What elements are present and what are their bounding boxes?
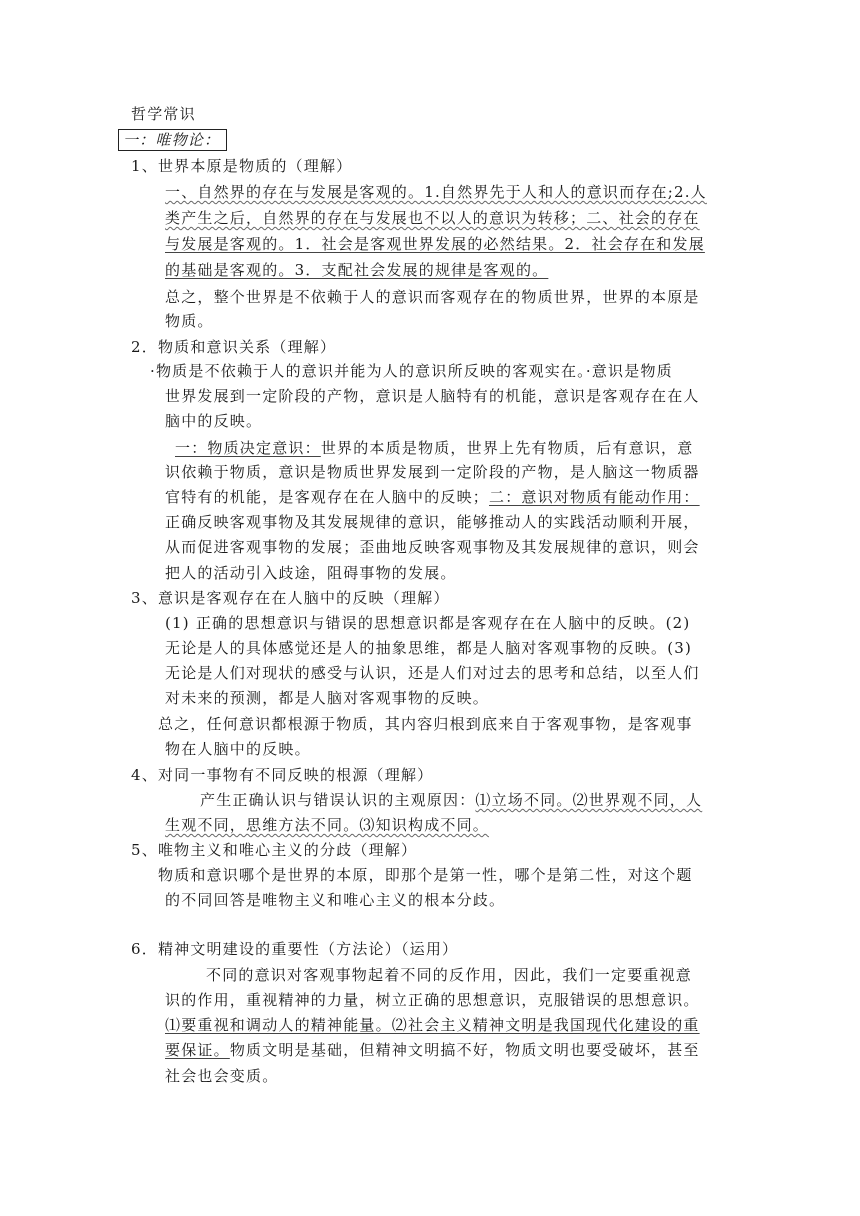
item4-cause-label: 产生正确认识与错误认识的主观原因： xyxy=(200,791,476,809)
item6-line3: ⑴要重视和调动人的精神能量。⑵社会主义精神文明是我国现代化建设的重 xyxy=(165,1016,700,1034)
item2-heading: 2．物质和意识关系（理解） xyxy=(131,338,337,356)
item2-bullet3: 脑中的反映。 xyxy=(165,412,263,430)
item3-line2: 无论是人的具体感觉还是人的抽象思维，都是人脑对客观事物的反映。(3) xyxy=(165,639,693,657)
item2-bullet1: ·物质是不依赖于人的意识并能为人的意识所反映的客观实在。·意识是物质 xyxy=(150,362,673,380)
item3-heading: 3、意识是客观存在在人脑中的反映（理解） xyxy=(131,589,450,607)
item1-line2: 类产生之后，自然界的存在与发展也不以人的意识为转移；二、社会的存在 xyxy=(165,209,700,227)
item6-heading: 6．精神文明建设的重要性（方法论）（运用） xyxy=(131,940,459,958)
doc-title: 哲学常识 xyxy=(131,105,196,123)
item3-line3: 无论是人们对现状的感受与认识，还是人们对过去的思考和总结，以至人们 xyxy=(165,664,700,682)
section-box-materialism: 一：唯物论： xyxy=(118,129,227,151)
item5-line1: 物质和意识哪个是世界的本原，即那个是第一性，哪个是第二性，对这个题 xyxy=(158,866,693,884)
item4-line1 xyxy=(200,790,702,810)
item6-line2: 识的作用，重视精神的力量，树立正确的思想意识，克服错误的思想意识。 xyxy=(165,991,700,1009)
item2-line2: 识依赖于物质，意识是物质世界发展到一定阶段的产物，是人脑这一物质器 xyxy=(165,463,700,481)
item6-line5: 社会也会变质。 xyxy=(165,1067,279,1085)
item1-line3: 与发展是客观的。1．社会是客观世界发展的必然结果。2．社会存在和发展 xyxy=(165,235,705,253)
item6-line1: 不同的意识对客观事物起着不同的反作用，因此，我们一定要重视意 xyxy=(206,966,693,984)
item6-guarantee: 要保证。 xyxy=(165,1041,230,1059)
item2-point1 xyxy=(175,438,693,458)
item2-line6: 把人的活动引入歧途，阻碍事物的发展。 xyxy=(165,564,457,582)
point1-label: 一：物质决定意识： xyxy=(175,439,321,457)
item5-heading: 5、唯物主义和唯心主义的分歧（理解） xyxy=(131,841,418,859)
item4-cause-list: ⑴立场不同。⑵世界观不同，人 xyxy=(475,791,703,809)
point2-label: 二：意识对物质有能动作用： xyxy=(489,488,700,506)
item2-bullet2: 世界发展到一定阶段的产物，意识是人脑特有的机能，意识是客观存在在人 xyxy=(165,387,700,405)
item1-summary1: 总之，整个世界是不依赖于人的意识而客观存在的物质世界，世界的本原是 xyxy=(165,288,700,306)
item2-line4: 正确反映客观事物及其发展规律的意识，能够推动人的实践活动顺利开展， xyxy=(165,513,700,531)
item4-heading: 4、对同一事物有不同反映的根源（理解） xyxy=(131,766,434,784)
item4-line2: 生观不同，思维方法不同。⑶知识构成不同。 xyxy=(165,816,490,834)
item3-summary2: 物在人脑中的反映。 xyxy=(165,740,311,758)
item1-heading: 1、世界本原是物质的（理解） xyxy=(131,157,353,175)
item2-line3 xyxy=(165,487,700,507)
item2-line5: 从而促进客观事物的发展；歪曲地反映客观事物及其发展规律的意识，则会 xyxy=(165,538,700,556)
item5-line2: 的不同回答是唯物主义和唯心主义的根本分歧。 xyxy=(165,891,506,909)
item3-line1: (1) 正确的思想意识与错误的思想意识都是客观存在在人脑中的反映。(2) xyxy=(165,614,691,632)
point1-text: 世界的本质是物质，世界上先有物质，后有意识，意 xyxy=(320,439,694,457)
item6-line4 xyxy=(165,1040,700,1060)
item1-line1: 一、自然界的存在与发展是客观的。1.自然界先于人和人的意识而存在;2.人 xyxy=(165,183,707,201)
item3-summary1: 总之，任何意识都根源于物质，其内容归根到底来自于客观事物，是客观事 xyxy=(158,715,693,733)
item1-line4: 的基础是客观的。3．支配社会发展的规律是客观的。 xyxy=(165,261,549,279)
item1-summary2: 物质。 xyxy=(165,312,214,330)
item3-line4: 对未来的预测，都是人脑对客观事物的反映。 xyxy=(165,689,490,707)
line3-text: 官特有的机能，是客观存在在人脑中的反映； xyxy=(165,488,490,506)
item6-line4-text: 物质文明是基础，但精神文明搞不好，物质文明也要受破坏，甚至 xyxy=(229,1041,700,1059)
